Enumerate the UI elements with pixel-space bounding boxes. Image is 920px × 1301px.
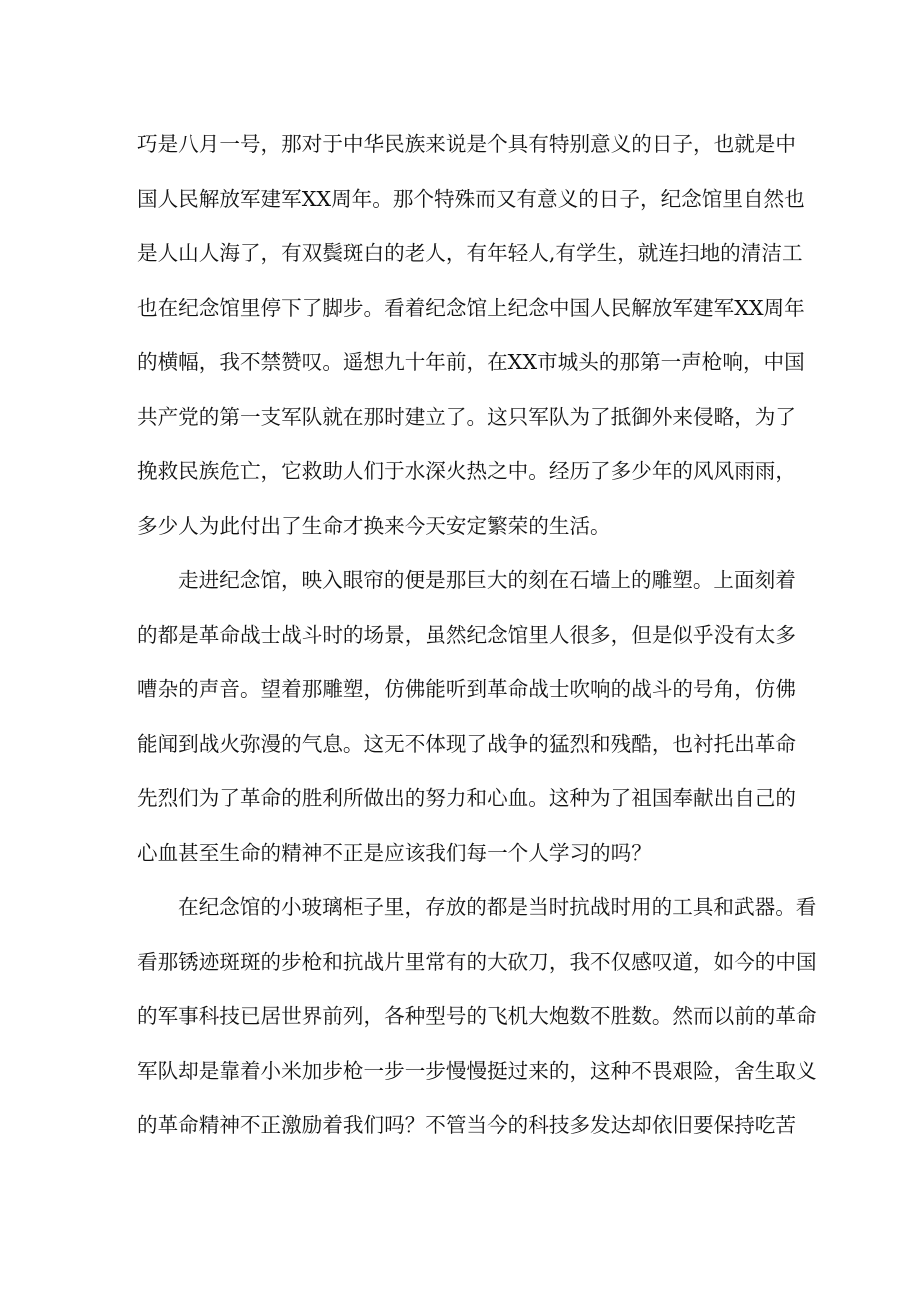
text-line: 走进纪念馆，映入眼帘的便是那巨大的刻在石墙上的雕塑。上面刻着 <box>178 568 796 592</box>
text-line: 能闻到战火弥漫的气息。这无不体现了战争的猛烈和残酷，也衬托出革命 <box>137 731 796 756</box>
text-line: 看那锈迹斑斑的步枪和抗战片里常有的大砍刀，我不仅感叹道，如今的中国 <box>137 949 817 974</box>
text-line: 的军事科技已居世界前列，各种型号的飞机大炮数不胜数。然而以前的革命 <box>137 1004 817 1028</box>
text-line: 的都是革命战士战斗时的场景，虽然纪念馆里人很多，但是似乎没有太多 <box>137 622 796 647</box>
text-line: 也在纪念馆里停下了脚步。看着纪念馆上纪念中国人民解放军建军XX周年 <box>137 295 805 320</box>
text-line: 嘈杂的声音。望着那雕塑，仿佛能听到革命战士吹响的战斗的号角，仿佛 <box>137 677 796 701</box>
paragraph-3 <box>137 880 817 1153</box>
text-line: 共产党的第一支军队就在那时建立了。这只军队为了抵御外来侵略，为了 <box>137 404 796 429</box>
text-line: 国人民解放军建军XX周年。那个特殊而又有意义的日子，纪念馆里自然也 <box>137 186 805 211</box>
document-body <box>137 117 817 1153</box>
paragraph-2 <box>137 553 796 880</box>
text-line: 的横幅，我不禁赞叹。遥想九十年前，在XX市城头的那第一声枪响，中国 <box>137 350 805 374</box>
text-line: 军队却是靠着小米加步枪一步一步慢慢挺过来的，这种不畏艰险，舍生取义 <box>137 1058 817 1083</box>
paragraph-1 <box>137 117 805 553</box>
text-line: 的革命精神不正激励着我们吗？不管当今的科技多发达却依旧要保持吃苦 <box>137 1113 796 1137</box>
text-line: 多少人为此付出了生命才换来今天安定繁荣的生活。 <box>137 513 611 538</box>
text-line: 心血甚至生命的精神不正是应该我们每一个人学习的吗？ <box>137 840 652 865</box>
text-line: 先烈们为了革命的胜利所做出的努力和心血。这种为了祖国奉献出自己的 <box>137 786 796 810</box>
text-line: 在纪念馆的小玻璃柜子里，存放的都是当时抗战时用的工具和武器。看 <box>178 895 817 919</box>
text-line: 挽救民族危亡，它救助人们于水深火热之中。经历了多少年的风风雨雨， <box>137 459 796 483</box>
text-line: 巧是八月一号，那对于中华民族来说是个具有特别意义的日子，也就是中 <box>137 132 796 156</box>
text-line: 是人山人海了，有双鬓斑白的老人，有年轻人,有学生，就连扫地的清洁工 <box>137 241 803 265</box>
